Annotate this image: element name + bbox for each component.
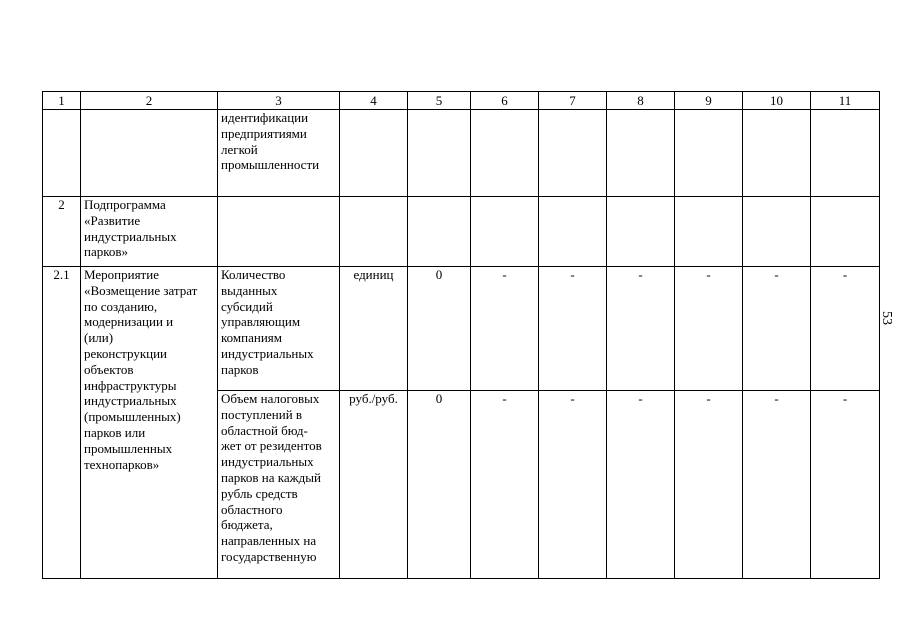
column-header: 4 (340, 92, 408, 110)
value-cell: - (675, 267, 743, 391)
column-header: 3 (218, 92, 340, 110)
table-cell (81, 110, 218, 197)
table-cell (539, 197, 607, 267)
table-cell (675, 197, 743, 267)
table-cell (340, 110, 408, 197)
program-name-cell: Подпрограмма «Развитие индустриальных парков» (81, 197, 218, 267)
value-cell: - (471, 391, 539, 579)
column-header: 6 (471, 92, 539, 110)
table-cell (43, 110, 81, 197)
table-cell (811, 110, 880, 197)
column-header: 7 (539, 92, 607, 110)
table-cell (743, 110, 811, 197)
value-cell: - (811, 391, 880, 579)
measure-name-cell: Мероприятие «Возмещение затрат по созданию, модернизации и (или) реконструкции объектов инфраструктуры индустриальных (промышленных) парков или промышленных технопарков» (81, 267, 218, 579)
value-cell: - (471, 267, 539, 391)
value-cell: - (675, 391, 743, 579)
column-header: 10 (743, 92, 811, 110)
column-header: 9 (675, 92, 743, 110)
value-cell: - (743, 391, 811, 579)
table-cell (218, 197, 340, 267)
table-cell (811, 197, 880, 267)
value-cell: - (607, 267, 675, 391)
table-row-subprogram (43, 197, 880, 267)
unit-cell: руб./руб. (340, 391, 408, 579)
table-cell (408, 110, 471, 197)
unit-cell: единиц (340, 267, 408, 391)
table-cell (743, 197, 811, 267)
table-cell (607, 110, 675, 197)
value-cell: 0 (408, 267, 471, 391)
table-row-continuation (43, 110, 880, 197)
indicators-table (42, 91, 880, 579)
table-cell (340, 197, 408, 267)
table-cell (675, 110, 743, 197)
page-number: 53 (879, 311, 894, 325)
indicator-name-cell: идентификации предприятиями легкой промышленности (218, 110, 340, 197)
indicator-name-cell: Количество выданных субсидий управляющим компаниям индустриальных парков (218, 267, 340, 391)
value-cell: - (607, 391, 675, 579)
table-cell (408, 197, 471, 267)
value-cell: - (539, 267, 607, 391)
indicator-name-cell: Объем налоговых поступлений в областной бюд- жет от резидентов индустриальных парков на каждый рубль средств областного бюджета, направленных на государственную (218, 391, 340, 579)
value-cell: 0 (408, 391, 471, 579)
column-header: 11 (811, 92, 880, 110)
value-cell: - (811, 267, 880, 391)
row-number-cell: 2.1 (43, 267, 81, 579)
value-cell: - (743, 267, 811, 391)
column-header: 5 (408, 92, 471, 110)
column-header: 8 (607, 92, 675, 110)
column-header: 2 (81, 92, 218, 110)
row-number-cell: 2 (43, 197, 81, 267)
table-row-measure (43, 267, 880, 391)
table-cell (471, 197, 539, 267)
table-cell (471, 110, 539, 197)
table-cell (607, 197, 675, 267)
value-cell: - (539, 391, 607, 579)
column-number-row (43, 92, 880, 110)
table-cell (539, 110, 607, 197)
column-header: 1 (43, 92, 81, 110)
